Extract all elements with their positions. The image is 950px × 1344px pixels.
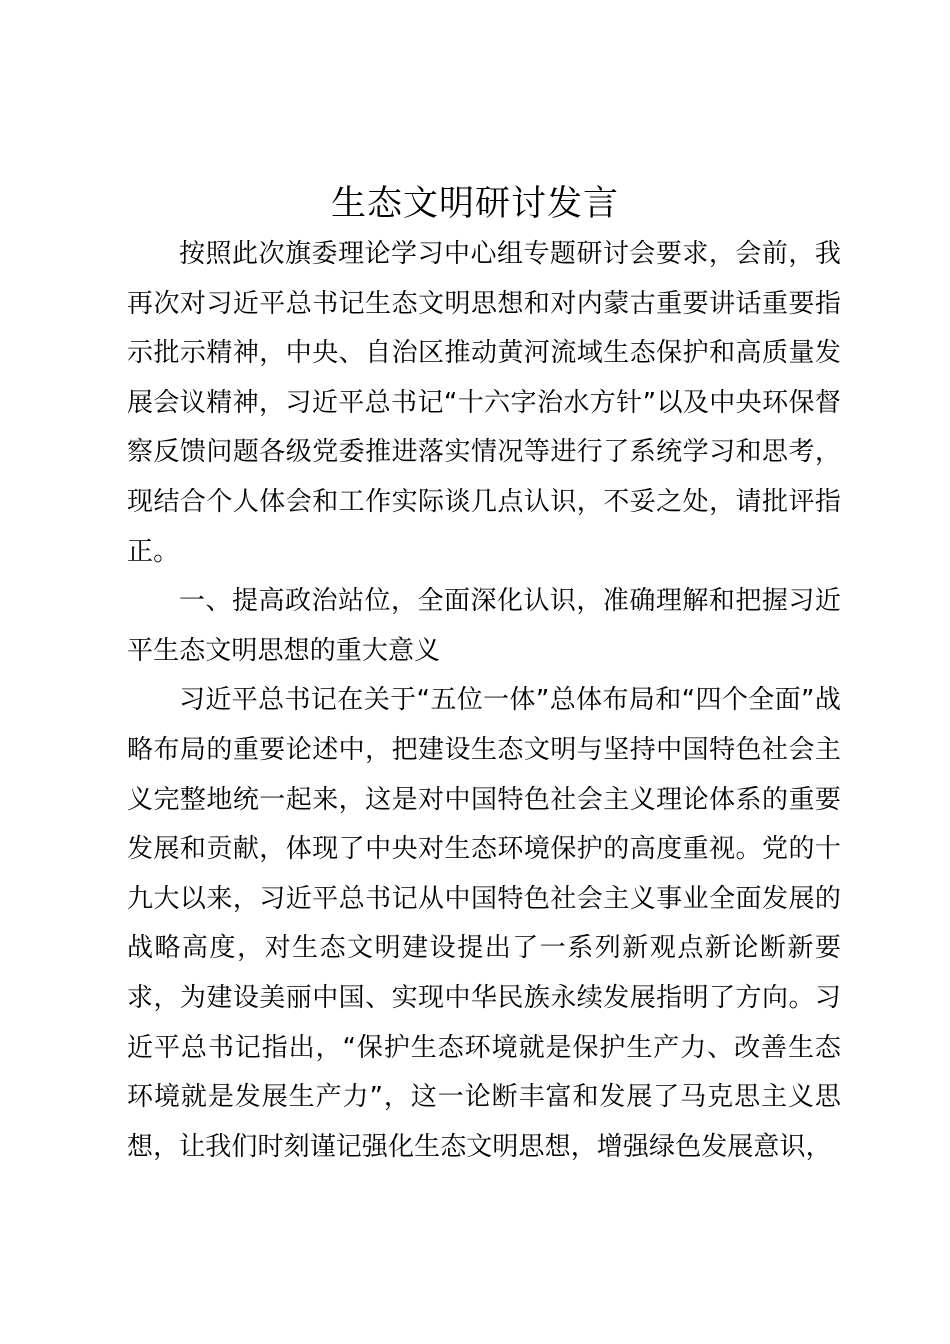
section-heading-1: 一、提高政治站位，全面深化认识，准确理解和把握习近平生态文明思想的重大意义 (127, 586, 841, 666)
paragraph-intro: 按照此次旗委理论学习中心组专题研讨会要求，会前，我再次对习近平总书记生态文明思想和对内蒙古重要讲话重要指示批示精神，中央、自治区推动黄河流域生态保护和高质量发展会议精神，习近平总书记“十六字治水方针”以及中央环保督察反馈问题各级党委推进落实情况等进行了系统学习和思考，现结合个人体会和工作实际谈几点认识，不妥之处，请批评指正。 (127, 239, 841, 567)
document-body (127, 230, 841, 1172)
paragraph-section-1: 习近平总书记在关于“五位一体”总体布局和“四个全面”战略布局的重要论述中，把建设生态文明与坚持中国特色社会主义完整地统一起来，这是对中国特色社会主义理论体系的重要发展和贡献，体现了中央对生态环境保护的高度重视。党的十九大以来，习近平总书记从中国特色社会主义事业全面发展的战略高度，对生态文明建设提出了一系列新观点新论断新要求，为建设美丽中国、实现中华民族永续发展指明了方向。习近平总书记指出，“保护生态环境就是保护生产力、改善生态环境就是发展生产力”，这一论断丰富和发展了马克思主义思想，让我们时刻谨记强化生态文明思想，增强绿色发展意识， (127, 685, 841, 1162)
document-title: 生态文明研讨发言 (330, 184, 619, 224)
